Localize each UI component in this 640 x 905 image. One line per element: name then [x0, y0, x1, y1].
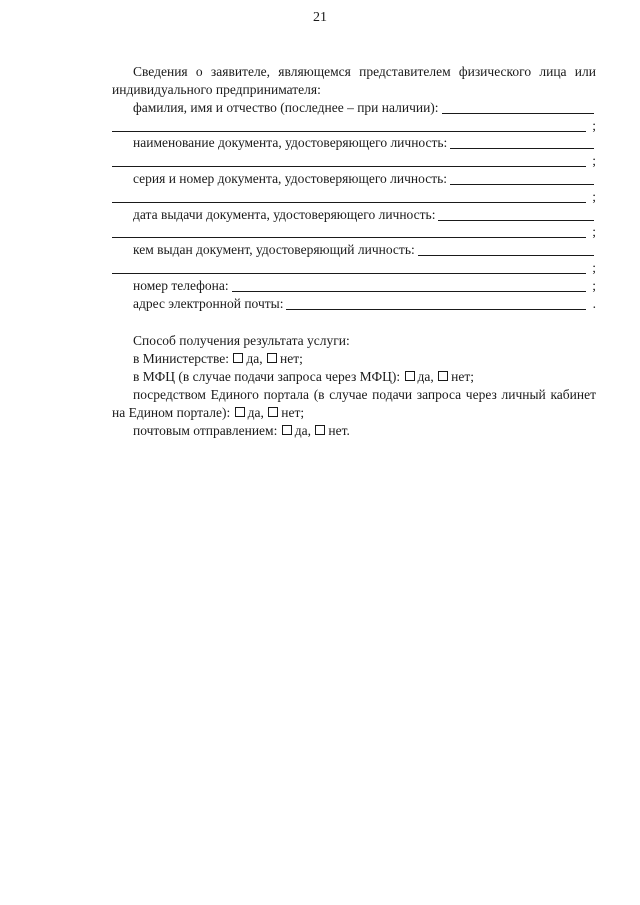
doc-number-line-2[interactable]	[112, 190, 586, 203]
checkbox-yes-icon[interactable]	[233, 353, 243, 363]
checkbox-no-icon[interactable]	[268, 407, 278, 417]
doc-date-field[interactable]	[112, 206, 596, 224]
option-label: посредством Единого портала (в случае подачи запроса через личный кабинет на Едином портале):	[112, 386, 596, 420]
phone-line[interactable]	[232, 279, 586, 292]
fio-field[interactable]	[112, 99, 596, 117]
result-option-mfc: в МФЦ (в случае подачи запроса через МФЦ): да, нет;	[133, 368, 475, 384]
option-end: ;	[299, 350, 303, 366]
option-end: .	[346, 422, 350, 438]
email-label: адрес электронной почты:	[133, 295, 284, 311]
checkbox-yes-icon[interactable]	[235, 407, 245, 417]
checkbox-no-icon[interactable]	[315, 425, 325, 435]
option-end: ;	[470, 368, 475, 384]
fio-end: ;	[592, 117, 596, 133]
doc-number-end: ;	[592, 188, 596, 204]
checkbox-yes-icon[interactable]	[282, 425, 292, 435]
applicant-form	[112, 63, 596, 440]
doc-issuer-line-2[interactable]	[112, 261, 586, 274]
doc-issuer-label: кем выдан документ, удостоверяющий личность:	[133, 242, 415, 258]
email-end: .	[592, 295, 596, 311]
yes-label: да	[417, 368, 431, 384]
doc-name-line-1[interactable]	[450, 136, 594, 149]
doc-date-label: дата выдачи документа, удостоверяющего личность:	[133, 206, 436, 222]
result-option-portal: посредством Единого портала (в случае подачи запроса через личный кабинет на Едином портале): да, нет;	[112, 386, 596, 420]
doc-name-line-2[interactable]	[112, 154, 586, 167]
no-label: нет	[328, 422, 347, 438]
phone-end: ;	[592, 277, 596, 293]
section-title: Сведения о заявителе, являющемся представителем физического лица или индивидуального предпринимателя:	[112, 64, 596, 97]
yes-label: да	[246, 350, 260, 366]
doc-issuer-line-1[interactable]	[418, 243, 594, 256]
doc-date-field-continuation[interactable]	[112, 224, 596, 242]
fio-label: фамилия, имя и отчество (последнее – при наличии):	[133, 99, 439, 115]
doc-number-line-1[interactable]	[450, 172, 594, 185]
email-line[interactable]	[286, 297, 586, 310]
doc-number-field-continuation[interactable]	[112, 188, 596, 206]
page-number: 21	[313, 10, 327, 25]
section-spacer	[112, 313, 596, 332]
yes-label: да	[247, 404, 261, 420]
doc-issuer-field[interactable]	[112, 241, 596, 259]
email-field[interactable]	[112, 295, 596, 313]
fio-field-continuation[interactable]	[112, 117, 596, 135]
doc-name-label: наименование документа, удостоверяющего личность:	[133, 135, 448, 151]
option-label: почтовым отправлением:	[133, 422, 278, 438]
doc-date-line-1[interactable]	[438, 208, 594, 221]
option-end: ;	[300, 404, 305, 420]
doc-name-field-continuation[interactable]	[112, 152, 596, 170]
doc-date-end: ;	[592, 224, 596, 240]
result-option-ministry: в Министерстве: да, нет;	[133, 350, 303, 366]
no-label: нет	[280, 350, 300, 366]
no-label: нет	[281, 404, 301, 420]
fio-line-2[interactable]	[112, 119, 586, 132]
phone-label: номер телефона:	[133, 277, 229, 293]
option-label: в МФЦ (в случае подачи запроса через МФЦ):	[133, 368, 401, 384]
doc-number-label: серия и номер документа, удостоверяющего личность:	[133, 170, 448, 186]
yes-label: да	[294, 422, 308, 438]
doc-name-field[interactable]	[112, 135, 596, 153]
doc-number-field[interactable]	[112, 170, 596, 188]
option-label: в Министерстве:	[133, 350, 229, 366]
checkbox-no-icon[interactable]	[267, 353, 277, 363]
fio-line-1[interactable]	[442, 101, 594, 114]
phone-field[interactable]	[112, 277, 596, 295]
result-option-post: почтовым отправлением: да, нет.	[133, 422, 350, 438]
checkbox-no-icon[interactable]	[438, 371, 448, 381]
doc-issuer-field-continuation[interactable]	[112, 259, 596, 277]
doc-name-end: ;	[592, 153, 596, 169]
doc-issuer-end: ;	[592, 259, 596, 275]
result-heading: Способ получения результата услуги:	[133, 332, 350, 348]
checkbox-yes-icon[interactable]	[405, 371, 415, 381]
doc-date-line-2[interactable]	[112, 225, 586, 238]
no-label: нет	[451, 368, 471, 384]
